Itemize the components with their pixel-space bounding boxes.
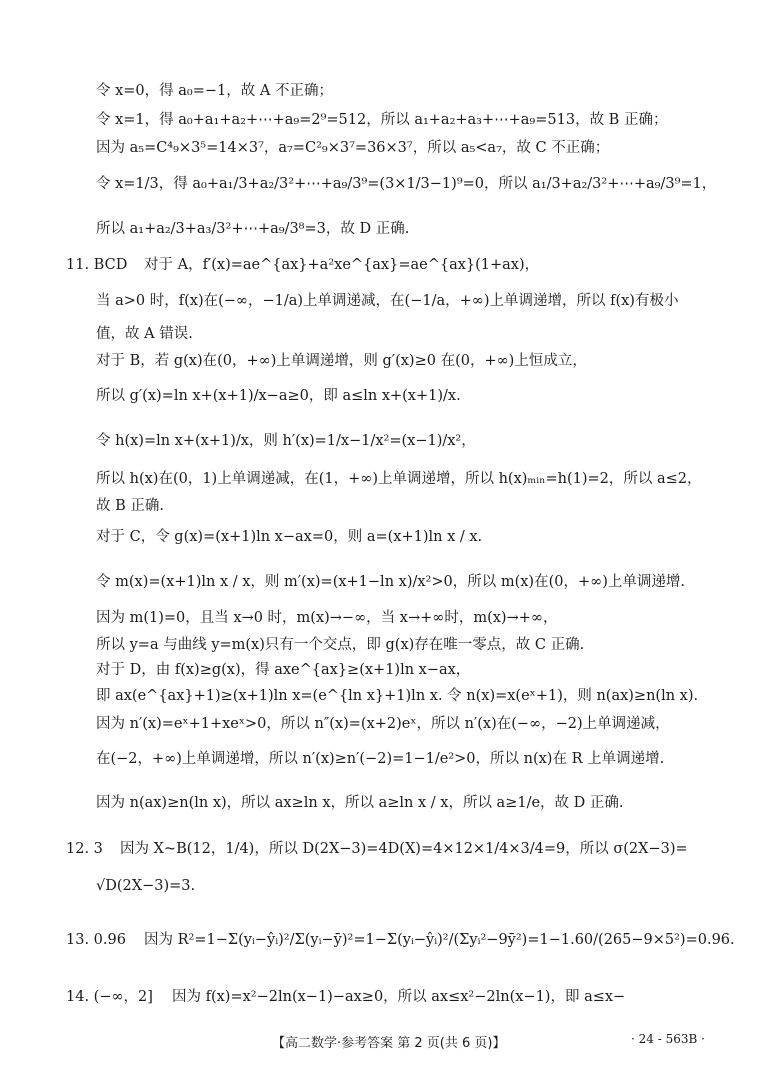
text-line: 令 x=0，得 a₀=−1，故 A 不正确； <box>96 83 333 99</box>
text-line: 故 B 正确. <box>96 498 164 514</box>
question-number: 14. (−∞，2] <box>66 989 153 1005</box>
text-line: 因为 n(ax)≥n(ln x)，所以 ax≥ln x，所以 a≥ln x / x，所以 a≥1/e，故 D 正确. <box>96 795 624 811</box>
text-line: 在(−2，+∞)上单调递增，所以 n′(x)≥n′(−2)=1−1/e²>0，所以 n(x)在 R 上单调递增. <box>96 751 665 767</box>
page-footer: 【高二数学·参考答案 第 2 页(共 6 页)】 <box>272 1036 506 1051</box>
text-line: 所以 a₁+a₂/3+a₃/3²+⋯+a₉/3⁸=3，故 D 正确. <box>96 221 410 237</box>
text-line: √D(2X−3)=3. <box>96 878 196 894</box>
text-line: 因为 R²=1−Σ(yᵢ−ŷᵢ)²/Σ(yᵢ−ȳ)²=1−Σ(yᵢ−ŷᵢ)²/(Σyᵢ²−9ȳ²)=1−1.60/(265−9×5²)=0.96. <box>144 932 735 948</box>
text-line: 因为 m(1)=0，且当 x→0 时，m(x)→−∞，当 x→+∞时，m(x)→+∞， <box>96 610 558 626</box>
text-line: 因为 X~B(12，1/4)，所以 D(2X−3)=4D(X)=4×12×1/4×3/4=9，所以 σ(2X−3)= <box>120 841 688 857</box>
text-line: 值，故 A 错误. <box>96 326 193 342</box>
text-line: 令 x=1/3，得 a₀+a₁/3+a₂/3²+⋯+a₉/3⁹=(3×1/3−1)⁹=0，所以 a₁/3+a₂/3²+⋯+a₉/3⁹=1， <box>96 176 717 192</box>
text-line: 令 m(x)=(x+1)ln x / x，则 m′(x)=(x+1−ln x)/x²>0，所以 m(x)在(0，+∞)上单调递增. <box>96 574 685 590</box>
text-line: 对于 D，由 f(x)≥g(x)，得 axe^{ax}≥(x+1)ln x−ax， <box>96 662 471 678</box>
text-line: 因为 a₅=C⁴₉×3⁵=14×3⁷，a₇=C²₉×3⁷=36×3⁷，所以 a₅<a₇，故 C 不正确； <box>96 140 610 156</box>
question-number: 12. 3 <box>66 841 103 857</box>
question-number: 13. 0.96 <box>66 932 126 948</box>
text-line: 所以 h(x)在(0，1)上单调递减，在(1，+∞)上单调递增，所以 h(x)ₘᵢₙ=h(1)=2，所以 a≤2， <box>96 471 702 487</box>
text-line: 当 a>0 时，f(x)在(−∞，−1/a)上单调递减，在(−1/a，+∞)上单调递增，所以 f(x)有极小 <box>96 293 679 309</box>
text-line: 令 x=1，得 a₀+a₁+a₂+⋯+a₉=2⁹=512，所以 a₁+a₂+a₃+⋯+a₉=513，故 B 正确； <box>96 112 668 128</box>
question-number: 11. BCD <box>66 257 128 273</box>
text-line: 对于 C，令 g(x)=(x+1)ln x−ax=0，则 a=(x+1)ln x / x. <box>96 529 483 545</box>
text-line: 因为 f(x)=x²−2ln(x−1)−ax≥0，所以 ax≤x²−2ln(x−1)，即 a≤x− <box>172 989 626 1005</box>
text-line: 所以 g′(x)=ln x+(x+1)/x−a≥0，即 a≤ln x+(x+1)/x. <box>96 388 461 404</box>
text-line: 对于 A，f′(x)=ae^{ax}+a²xe^{ax}=ae^{ax}(1+ax)， <box>144 257 540 273</box>
text-line: 对于 B，若 g(x)在(0，+∞)上单调递增，则 g′(x)≥0 在(0，+∞)上恒成立， <box>96 353 587 369</box>
text-line: 因为 n′(x)=eˣ+1+xeˣ>0，所以 n″(x)=(x+2)eˣ，所以 n′(x)在(−∞，−2)上单调递减， <box>96 716 670 732</box>
doc-code: · 24 - 563B · <box>631 1032 705 1046</box>
text-line: 所以 y=a 与曲线 y=m(x)只有一个交点，即 g(x)存在唯一零点，故 C 正确. <box>96 637 585 653</box>
text-line: 即 ax(e^{ax}+1)≥(x+1)ln x=(e^{ln x}+1)ln x. 令 n(x)=x(eˣ+1)，则 n(ax)≥n(ln x). <box>96 688 699 704</box>
text-line: 令 h(x)=ln x+(x+1)/x，则 h′(x)=1/x−1/x²=(x−1)/x²， <box>96 433 476 449</box>
